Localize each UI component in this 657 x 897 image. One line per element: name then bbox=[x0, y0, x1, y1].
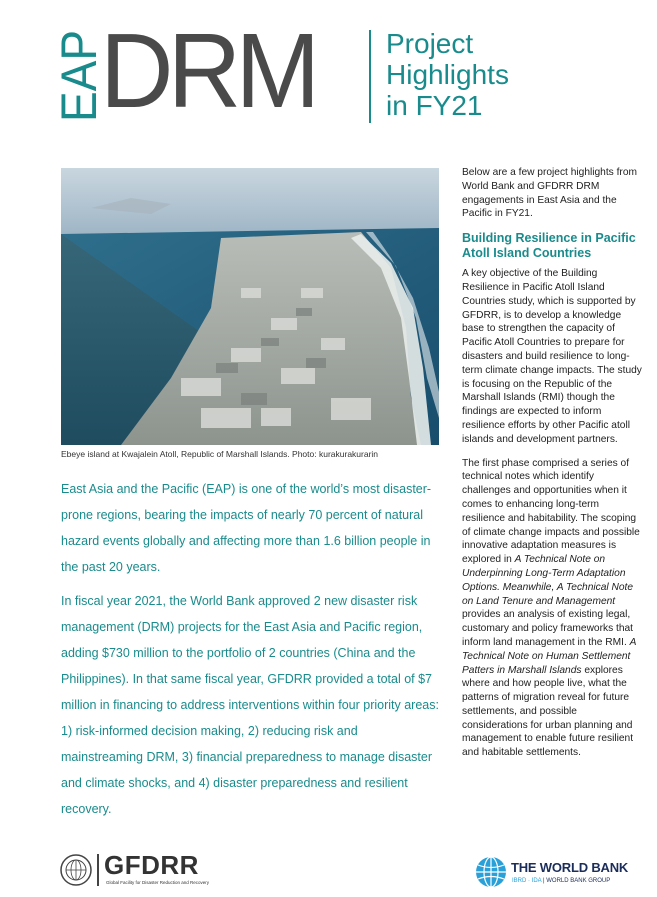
resilience-paragraph-2 bbox=[462, 457, 642, 761]
p2-italic-d: A Technical Note on Human Settlement Patters in Marshall Islands bbox=[462, 636, 637, 676]
gfdrr-seal-icon bbox=[60, 854, 92, 886]
subtitle-line-3: in FY21 bbox=[386, 90, 483, 121]
wbg-label: | WORLD BANK GROUP bbox=[541, 878, 611, 884]
gfdrr-tagline: Global Facility for Disaster Reduction and Recovery bbox=[106, 880, 210, 885]
subtitle-line-1: Project bbox=[386, 28, 474, 59]
p2-italic-b: A Technical Note on Underpinning Long-Term Adaptation Options. Meanwhile, A Technical Note on Land Tenure and Management bbox=[462, 554, 634, 607]
p2-text-c: provides an analysis of existing legal, customary and policy frameworks that inform land management in the RMI. bbox=[462, 609, 633, 648]
photo-caption: Ebeye island at Kwajalein Atoll, Republic of Marshall Islands. Photo: kurakurakurarin bbox=[61, 449, 379, 459]
subtitle-line-2: Highlights bbox=[386, 59, 509, 90]
world-bank-globe-icon bbox=[475, 856, 507, 888]
gfdrr-wordmark: GFDRR bbox=[104, 850, 199, 880]
eap-vertical-label bbox=[51, 21, 107, 122]
highlights-intro: Below are a few project highlights from World Bank and GFDRR DRM engagements in East Asia and the Pacific in FY21. bbox=[462, 167, 637, 220]
section-heading: Building Resilience in Pacific Atoll Island Countries bbox=[462, 231, 636, 261]
intro-paragraph: East Asia and the Pacific (EAP) is one of the world’s most disaster-prone regions, bearing the impacts of nearly 70 percent of natural hazard events globally and affecting more than 1.6 billion people in the past 20 years. bbox=[61, 482, 432, 574]
fy21-paragraph: In fiscal year 2021, the World Bank approved 2 new disaster risk management (DRM) projects for the East Asia and Pacific region, adding $730 million to the portfolio of 2 countries (China and the Philippines). In that same fiscal year, GFDRR provided a total of $7 million in financing to address interventions within four priority areas: 1) risk-informed decision making, 2) reducing risk and mainstreaming DRM, 3) financial preparedness to manage disaster and climate shocks, and 4) disaster preparedness and resilient recovery. bbox=[61, 594, 439, 816]
aerial-island-photo bbox=[61, 168, 439, 445]
gfdrr-logo bbox=[60, 852, 220, 890]
ibrd-ida-label: IBRD · IDA bbox=[512, 878, 542, 884]
p2-text-e: explores where and how people live, what the patterns of migration reveal for future settlements, and possible considerations for urban planning and management to enable future resilient and habitable settlements. bbox=[462, 664, 634, 759]
world-bank-subline bbox=[512, 878, 610, 884]
eap-text: EAP bbox=[51, 21, 107, 122]
right-column bbox=[462, 166, 642, 770]
header-divider bbox=[369, 30, 371, 123]
gfdrr-divider bbox=[97, 854, 99, 886]
p2-text-a: The first phase comprised a series of technical notes which identify challenges and opportunities when it comes to enhancing long-term resilience and habitability. The scoping of climate change impacts and possible innovative adaptation measures is explored in bbox=[462, 457, 640, 566]
world-bank-wordmark: THE WORLD BANK bbox=[511, 860, 629, 875]
world-bank-logo bbox=[475, 856, 645, 892]
header-subtitle bbox=[386, 28, 509, 121]
drm-title: DRM bbox=[100, 12, 315, 130]
resilience-paragraph-1: A key objective of the Building Resilience in Pacific Atoll Island Countries study, which is supported by GFDRR, is to develop a knowledge base to strengthen the capacity of Pacific Atoll Countries to prepare for disasters and build resilience to long-term climate change impacts. The study is focusing on the Republic of the Marshall Islands (RMI) though the findings are expected to inform resilience efforts by other Pacific atoll islands and development partners. bbox=[462, 268, 642, 445]
